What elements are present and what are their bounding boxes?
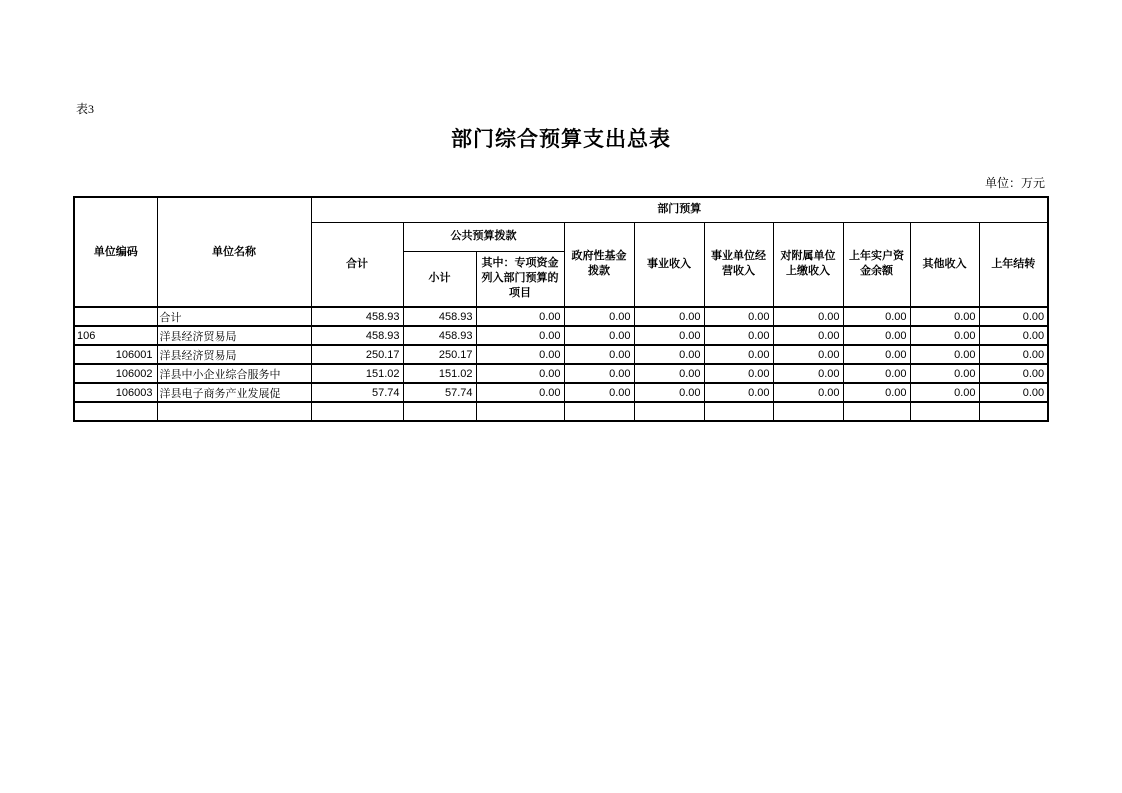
cell-unit-code: 106002 bbox=[74, 364, 157, 383]
cell-value: 0.00 bbox=[704, 383, 773, 402]
cell-value: 151.02 bbox=[403, 364, 476, 383]
table-row-unit-2 bbox=[74, 364, 1048, 383]
cell-value bbox=[704, 402, 773, 421]
cell-value: 0.00 bbox=[910, 307, 979, 326]
cell-value: 0.00 bbox=[704, 326, 773, 345]
cell-value: 0.00 bbox=[704, 345, 773, 364]
cell-unit-name: 洋县经济贸易局 bbox=[157, 326, 311, 345]
cell-value: 0.00 bbox=[843, 326, 910, 345]
header-unit-name: 单位名称 bbox=[157, 197, 311, 307]
cell-value bbox=[634, 402, 704, 421]
cell-value: 0.00 bbox=[476, 307, 564, 326]
cell-value bbox=[979, 402, 1048, 421]
cell-value: 0.00 bbox=[979, 383, 1048, 402]
cell-value: 0.00 bbox=[634, 326, 704, 345]
cell-value bbox=[476, 402, 564, 421]
cell-value: 0.00 bbox=[564, 383, 634, 402]
cell-value: 57.74 bbox=[311, 383, 403, 402]
header-row-1 bbox=[74, 197, 1048, 222]
cell-value: 250.17 bbox=[311, 345, 403, 364]
cell-value: 0.00 bbox=[773, 307, 843, 326]
cell-value bbox=[910, 402, 979, 421]
cell-value bbox=[311, 402, 403, 421]
cell-value: 0.00 bbox=[979, 307, 1048, 326]
cell-value: 458.93 bbox=[403, 326, 476, 345]
cell-unit-name: 合计 bbox=[157, 307, 311, 326]
cell-value: 0.00 bbox=[910, 326, 979, 345]
table-row-total bbox=[74, 307, 1048, 326]
budget-table bbox=[73, 196, 1049, 422]
cell-value: 0.00 bbox=[843, 307, 910, 326]
cell-value: 0.00 bbox=[979, 326, 1048, 345]
cell-value: 0.00 bbox=[476, 326, 564, 345]
table-row-unit-1 bbox=[74, 345, 1048, 364]
cell-unit-name: 洋县电子商务产业发展促 bbox=[157, 383, 311, 402]
header-subtotal: 小计 bbox=[403, 251, 476, 307]
cell-value: 0.00 bbox=[704, 364, 773, 383]
cell-value bbox=[843, 402, 910, 421]
cell-value: 0.00 bbox=[476, 364, 564, 383]
table-row-dept bbox=[74, 326, 1048, 345]
cell-value: 250.17 bbox=[403, 345, 476, 364]
cell-value: 0.00 bbox=[910, 345, 979, 364]
cell-value: 458.93 bbox=[311, 307, 403, 326]
header-gov-fund: 政府性基金拨款 bbox=[564, 222, 634, 307]
header-prev-year-carryover: 上年结转 bbox=[979, 222, 1048, 307]
cell-value: 0.00 bbox=[634, 307, 704, 326]
cell-value bbox=[403, 402, 476, 421]
cell-value: 0.00 bbox=[910, 364, 979, 383]
cell-value: 0.00 bbox=[843, 383, 910, 402]
cell-value: 0.00 bbox=[979, 364, 1048, 383]
header-prev-year-balance: 上年实户资金余额 bbox=[843, 222, 910, 307]
sheet-label: 表3 bbox=[76, 102, 95, 116]
cell-value: 0.00 bbox=[843, 345, 910, 364]
cell-value bbox=[773, 402, 843, 421]
cell-unit-name: 洋县经济贸易局 bbox=[157, 345, 311, 364]
cell-value: 0.00 bbox=[564, 364, 634, 383]
cell-value: 151.02 bbox=[311, 364, 403, 383]
cell-value bbox=[564, 402, 634, 421]
cell-value: 0.00 bbox=[634, 364, 704, 383]
cell-value: 0.00 bbox=[634, 383, 704, 402]
cell-value: 0.00 bbox=[773, 383, 843, 402]
header-total: 合计 bbox=[311, 222, 403, 307]
cell-value: 0.00 bbox=[564, 345, 634, 364]
cell-value: 0.00 bbox=[979, 345, 1048, 364]
cell-unit-code: 106001 bbox=[74, 345, 157, 364]
header-affiliate-income: 对附属单位上缴收入 bbox=[773, 222, 843, 307]
cell-unit-name: 洋县中小企业综合服务中 bbox=[157, 364, 311, 383]
header-other-income: 其他收入 bbox=[910, 222, 979, 307]
header-dept-budget: 部门预算 bbox=[311, 197, 1048, 222]
cell-unit-code bbox=[74, 307, 157, 326]
cell-unit-name bbox=[157, 402, 311, 421]
cell-value: 0.00 bbox=[634, 345, 704, 364]
unit-note: 单位：万元 bbox=[984, 176, 1045, 190]
cell-value: 0.00 bbox=[564, 307, 634, 326]
cell-value: 0.00 bbox=[773, 345, 843, 364]
cell-value: 0.00 bbox=[476, 345, 564, 364]
table-row-empty bbox=[74, 402, 1048, 421]
table-row-unit-3 bbox=[74, 383, 1048, 402]
header-business-income: 事业收入 bbox=[634, 222, 704, 307]
header-operating-income: 事业单位经营收入 bbox=[704, 222, 773, 307]
cell-value: 458.93 bbox=[403, 307, 476, 326]
page-title: 部门综合预算支出总表 bbox=[451, 128, 671, 151]
cell-value: 57.74 bbox=[403, 383, 476, 402]
cell-value: 0.00 bbox=[704, 307, 773, 326]
cell-value: 0.00 bbox=[476, 383, 564, 402]
cell-value: 0.00 bbox=[564, 326, 634, 345]
header-unit-code: 单位编码 bbox=[74, 197, 157, 307]
cell-value: 0.00 bbox=[843, 364, 910, 383]
header-special-funds: 其中：专项资金列入部门预算的项目 bbox=[476, 251, 564, 307]
cell-value: 0.00 bbox=[773, 364, 843, 383]
cell-value: 458.93 bbox=[311, 326, 403, 345]
header-public-budget: 公共预算拨款 bbox=[403, 222, 564, 251]
cell-value: 0.00 bbox=[910, 383, 979, 402]
cell-value: 0.00 bbox=[773, 326, 843, 345]
cell-unit-code bbox=[74, 402, 157, 421]
cell-unit-code: 106003 bbox=[74, 383, 157, 402]
cell-unit-code: 106 bbox=[74, 326, 157, 345]
